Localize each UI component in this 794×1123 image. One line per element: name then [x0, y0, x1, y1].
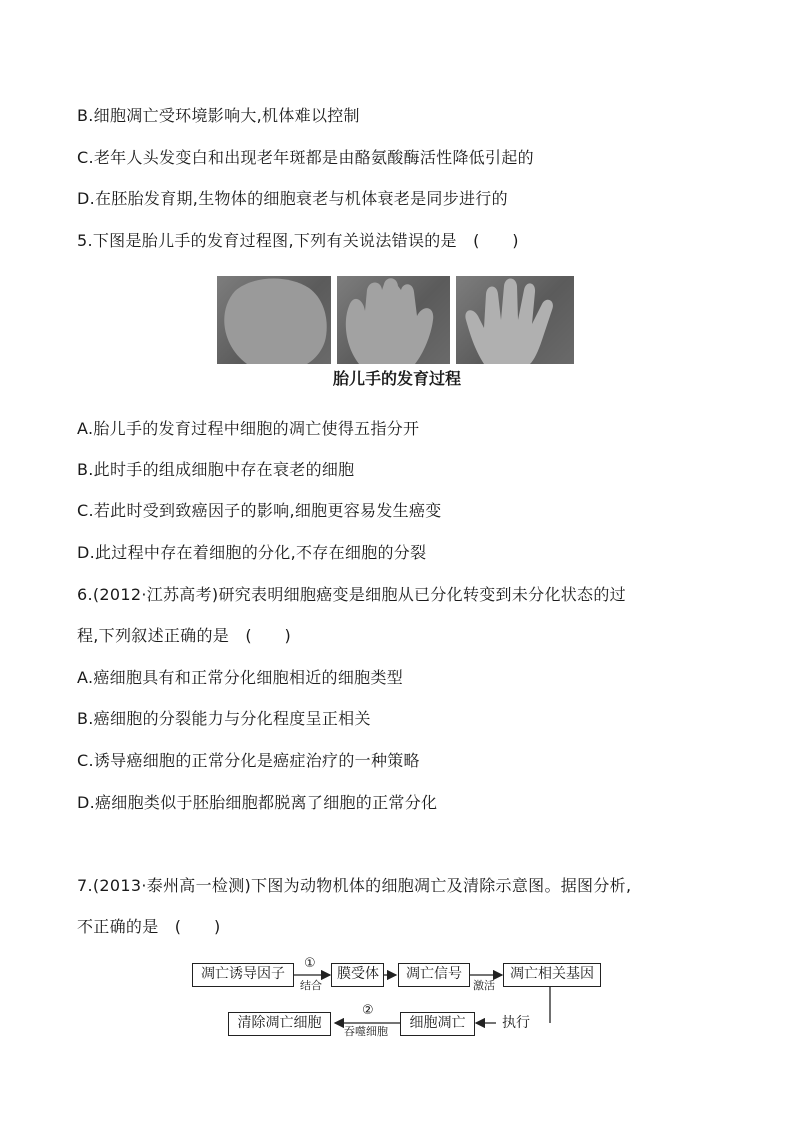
question-6-option-b: B.癌细胞的分裂能力与分化程度呈正相关: [77, 709, 371, 728]
question-6-option-d: D.癌细胞类似于胚胎细胞都脱离了细胞的正常分化: [77, 793, 438, 812]
question-5-stem: 5.下图是胎儿手的发育过程图,下列有关说法错误的是 ( ): [77, 231, 519, 250]
question-6-option-a: A.癌细胞具有和正常分化细胞相近的细胞类型: [77, 668, 404, 687]
step-2-marker: ②: [362, 1003, 374, 1018]
question-7-stem-line-1: 7.(2013·泰州高一检测)下图为动物机体的细胞凋亡及清除示意图。据图分析,: [77, 876, 632, 895]
box-membrane-receptor: 膜受体: [331, 963, 384, 987]
question-5-option-b: B.此时手的组成细胞中存在衰老的细胞: [77, 460, 355, 479]
execute-label: 执行: [502, 1015, 530, 1031]
box-apoptosis-inducer: 凋亡诱导因子: [192, 963, 294, 987]
question-text-b4: B.细胞凋亡受环境影响大,机体难以控制: [77, 106, 360, 125]
question-6-option-c: C.诱导癌细胞的正常分化是癌症治疗的一种策略: [77, 751, 420, 770]
hand-photo-stage-2: [337, 276, 450, 364]
question-text-c4: C.老年人头发变白和出现老年斑都是由酪氨酸酶活性降低引起的: [77, 148, 534, 167]
question-6-stem-line-2: 程,下列叙述正确的是 ( ): [77, 626, 292, 645]
box-apoptosis-genes: 凋亡相关基因: [503, 963, 601, 987]
question-text-d4: D.在胚胎发育期,生物体的细胞衰老与机体衰老是同步进行的: [77, 189, 508, 208]
step-2-label: 吞噬细胞: [344, 1025, 388, 1038]
box-apoptosis-signal: 凋亡信号: [398, 963, 470, 987]
question-5-option-a: A.胎儿手的发育过程中细胞的凋亡使得五指分开: [77, 419, 420, 438]
box-clear-apoptotic-cells: 清除凋亡细胞: [228, 1012, 331, 1036]
figure-caption: 胎儿手的发育过程: [332, 369, 461, 388]
question-5-option-c: C.若此时受到致癌因子的影响,细胞更容易发生癌变: [77, 501, 442, 520]
hand-photo-stage-3: [456, 276, 574, 364]
apoptosis-flow-diagram: [190, 955, 610, 1045]
hand-photo-stage-1: [217, 276, 331, 364]
step-1-label: 结合: [300, 979, 322, 992]
step-1-marker: ①: [304, 956, 316, 971]
box-cell-apoptosis: 细胞凋亡: [400, 1012, 475, 1036]
question-5-option-d: D.此过程中存在着细胞的分化,不存在细胞的分裂: [77, 543, 427, 562]
question-7-stem-line-2: 不正确的是 ( ): [77, 917, 221, 936]
activate-label: 激活: [473, 979, 495, 992]
question-6-stem-line-1: 6.(2012·江苏高考)研究表明细胞癌变是细胞从已分化转变到未分化状态的过: [77, 585, 626, 604]
hand-development-photos: [217, 276, 574, 364]
